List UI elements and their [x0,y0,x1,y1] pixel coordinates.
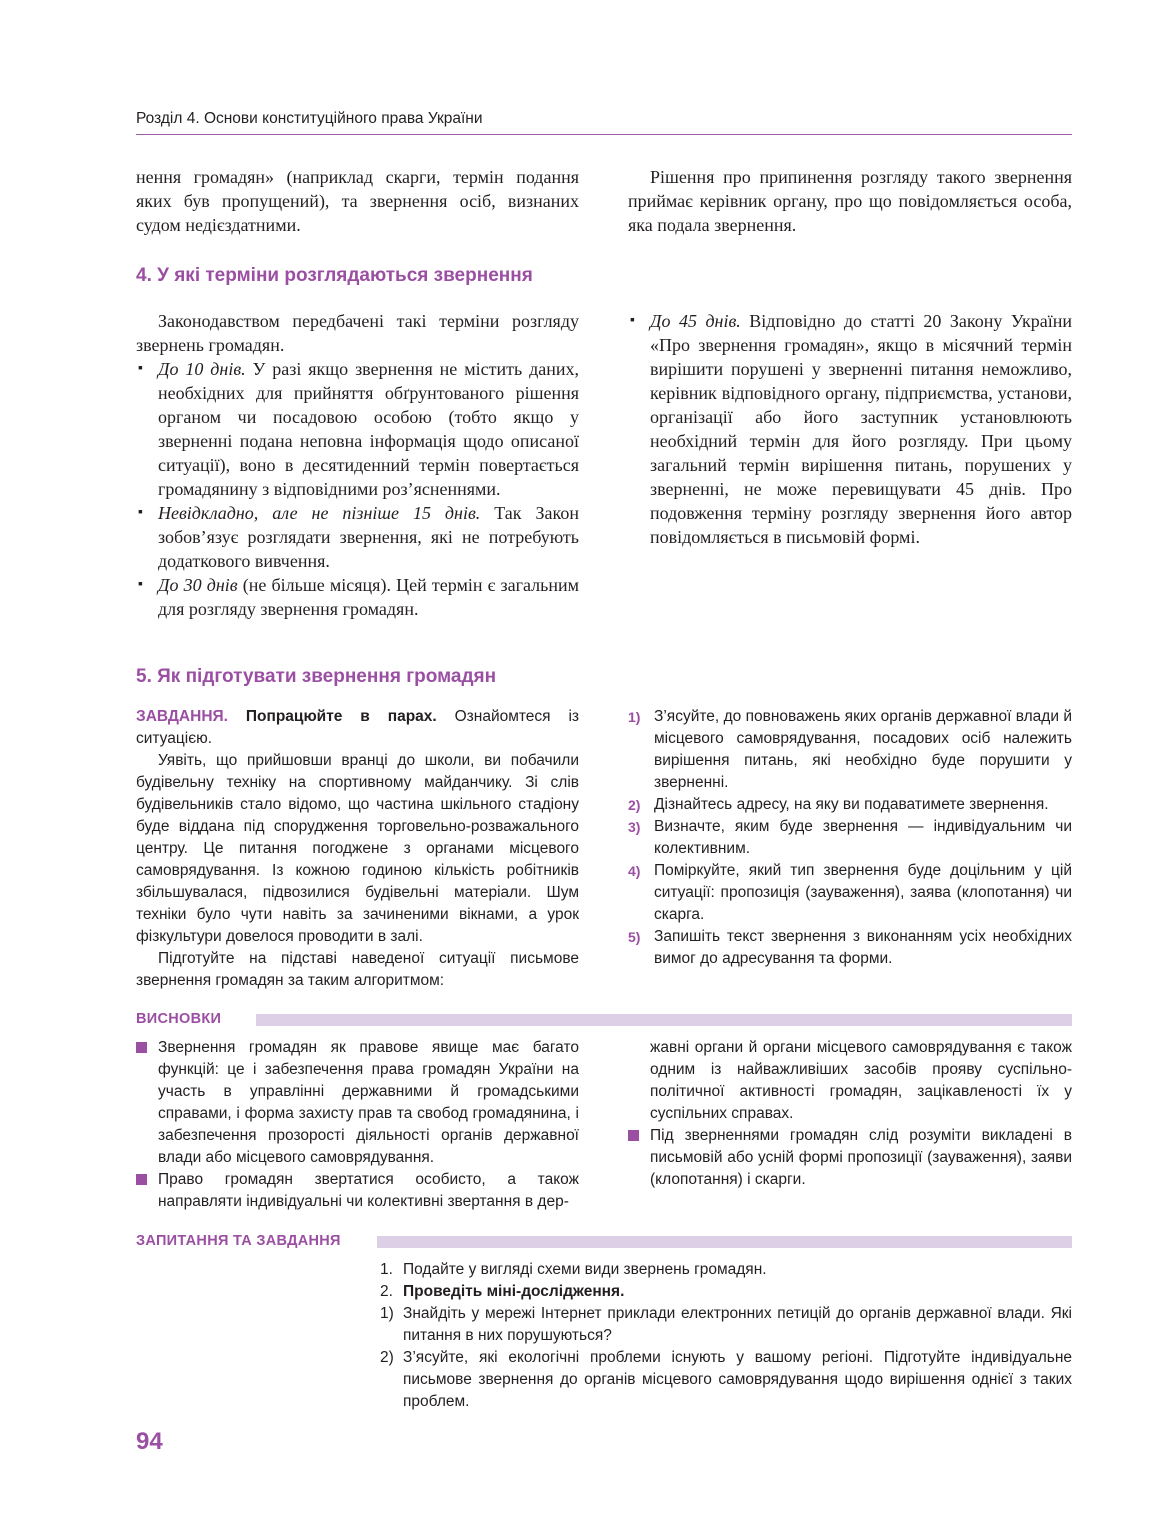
intro-right-paragraph: Рішення про припинення розгляду такого звернення приймає керівник органу, про що повідомляється особа, яка подала звернення. [628,167,1072,235]
questions-band [377,1236,1072,1248]
section-4-left-column [136,309,579,621]
question-item: 2. Проведіть міні-дослідження. [380,1283,625,1300]
square-bullet-icon [136,1042,147,1053]
square-bullet-icon [136,1174,147,1185]
running-header: Розділ 4. Основи конституційного права України [136,110,483,127]
instruction-paragraph: Підготуйте на підставі наведеної ситуації письмове звернення громадян за таким алгоритмом: [136,950,579,989]
intro-left-paragraph: нення громадян» (наприклад скарги, термін подання яких був пропущений), та звернення осіб, визнаних судом недієздатними. [136,167,579,235]
header-rule [136,134,1072,135]
list-item: ▪ До 30 днів (не більше місяця). Цей термін є загальним для розгляду звернення громадян. [138,575,579,619]
bullet-icon: ▪ [138,361,143,376]
list-item: Під зверненнями громадян слід розуміти викладені в письмовій або усній формі пропозиції (зауваження), заяви (клопотання) і скарги. [628,1125,1072,1191]
terms-list-continued [628,309,1072,549]
list-item-continued: жавні органи й органи місцевого самоврядування є також одним із найважливіших засобів прояву суспільно-політичної активності громадян, зацікавленості їх у суспільних справах. [650,1039,1072,1122]
terms-list [136,357,579,621]
list-item: ▪ До 45 днів. Відповідно до статті 20 Закону України «Про звернення громадян», якщо в місячний термін вирішити порушені у зверненні питання неможливо, керівник відповідного органу, підприємства, установи, організації або його заступник установлюють необхідний термін для його розгляду. При цьому загальний термін вирішення питань, порушених у зверненні, не може перевищувати 45 днів. Про подовження терміну розгляду звернення його автор повідомляється в письмовій формі. [630,311,1072,547]
conclusions-left-column [136,1037,579,1213]
situation-paragraph: Уявіть, що прийшовши вранці до школи, ви побачили будівельну техніку на спортивному майданчику. Зі слів будівельників стало відомо, що частина шкільного стадіону буде віддана під спорудження торговельно-розважального центру. Це питання погоджене з органами місцевого самоврядування. Із кожною годиною кількість робітників збільшувалася, підвозилися будівельні матеріали. Шум техніки було чути навіть за зачиненими вікнами, а урок фізкультури довелося проводити в залі. [136,752,579,945]
section-4-heading: 4. У які терміни розглядаються звернення [136,265,533,286]
question-subitem: 2) З’ясуйте, які екологічні проблеми існують у вашому регіоні. Підготуйте індивідуальне письмове звернення до органів місцевого самоврядування щодо вирішення однієї з таких проблем. [380,1349,1072,1410]
bullet-icon: ▪ [138,505,143,520]
section-4-right-column [628,309,1072,549]
algorithm-steps [628,706,1072,970]
section-5-right-column [628,706,1072,970]
conclusions-right-column [628,1037,1072,1191]
list-item: ▪ До 10 днів. У разі якщо звернення не містить даних, необхідних для прийняття обґрунтованого рішення органом чи посадовою особою (тобто якщо у зверненні подана неповна інформація щодо описаної ситуації), воно в десятиденний термін повертається громадянину з відповідними роз’ясненнями. [138,359,579,499]
page-number: 94 [136,1428,163,1455]
square-bullet-icon [628,1130,639,1141]
questions-block [380,1259,1072,1413]
task-paragraph: ЗАВДАННЯ. Попрацюйте в парах. Ознайомтеся із ситуацією. [136,708,579,747]
list-item: 3) Визначте, яким буде звернення — індивідуальним чи колективним. [628,818,1072,857]
question-subitem: 1) Знайдіть у мережі Інтернет приклади електронних петицій до органів державної влади. Які питання в них порушуються? [380,1305,1072,1344]
task-label: ЗАВДАННЯ. [136,708,228,725]
conclusions-band [256,1014,1072,1026]
section-5-heading: 5. Як підготувати звернення громадян [136,666,497,687]
list-item: 4) Поміркуйте, який тип звернення буде доцільним у цій ситуації: пропозиція (зауваження), заява (клопотання) чи скарга. [628,862,1072,923]
list-item: 5) Запишіть текст звернення з виконанням усіх необхідних вимог до адресування та форми. [628,928,1072,967]
task-bold: Попрацюйте в парах. [245,708,437,725]
conclusions-title: ВИСНОВКИ [136,1011,222,1027]
section-4-lead: Законодавством передбачені такі терміни розгляду звернень громадян. [136,311,579,355]
bullet-icon: ▪ [138,577,143,592]
list-item: Право громадян звертатися особисто, а також направляти індивідуальні чи колективні звертання в дер- [136,1169,579,1213]
list-item: 2) Дізнайтесь адресу, на яку ви подаватимете звернення. [628,796,1049,813]
list-item: ▪ Невідкладно, але не пізніше 15 днів. Так Закон зобов’язує розглядати звернення, які не потребують додаткового вивчення. [138,503,579,571]
bullet-icon: ▪ [630,313,635,328]
list-item: Звернення громадян як правове явище має багато функцій: це і забезпечення права громадян України на участь в управлінні державними й громадськими справами, і форма захисту прав та свобод громадянина, і забезпечення прозорості діяльності органів державної влади або місцевого самоврядування. [136,1037,579,1169]
list-item: 1) З’ясуйте, до повноважень яких органів державної влади й місцевого самоврядування, посадових осіб належить вирішення питань, які необхідно буде порушити у зверненні. [628,708,1072,791]
question-item: 1. Подайте у вигляді схеми види звернень громадян. [380,1261,767,1278]
questions-title: ЗАПИТАННЯ ТА ЗАВДАННЯ [136,1233,341,1249]
section-5-left-column [136,706,579,992]
